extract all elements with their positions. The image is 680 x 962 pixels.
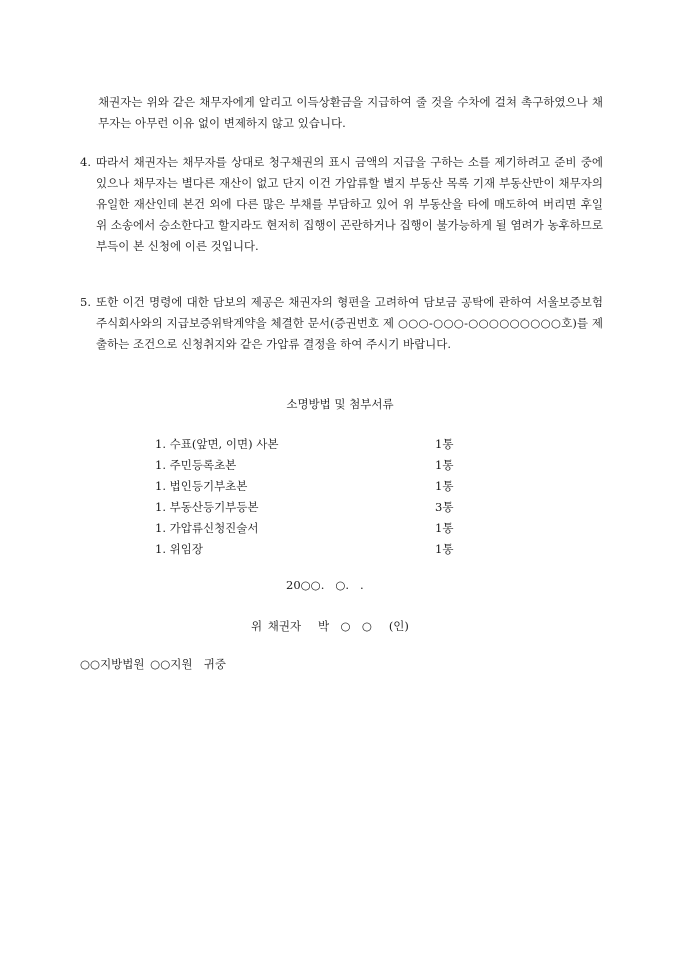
attachment-row [155,518,465,539]
attachment-row [155,497,465,518]
paragraph-4-text: 따라서 채권자는 채무자를 상대로 청구채권의 표시 금액의 지급을 구하는 소를 제기하려고 준비 중에 있으나 채무자는 별다른 재산이 없고 단지 이건 가압류할 별지 부동산 목록 기재 부동산만이 채무자의 유일한 재산인데 본건 외에 다른 많은 부채를 부담하고 있어 위 부동산을 타에 매도하여 버리면 후일 위 소송에서 승소한다고 할지라도 현저히 집행이 곤란하거나 집행이 불가능하게 될 염려가 농후하므로 부득이 본 신청에 이른 것입니다. [96,155,603,253]
attachment-label: 1. 부동산등기부등본 [155,500,259,514]
attachments-heading: 소명방법 및 첨부서류 [286,397,394,411]
attachment-row [155,455,465,476]
attachment-count: 3통 [435,500,454,514]
filing-date: 20○○. ○. . [286,578,364,592]
creditor-signature-line: 위 채권자 박 ○ ○ (인) [251,619,409,633]
paragraph-5-number: 5. [80,295,91,309]
paragraph-4-number: 4. [80,155,91,169]
attachment-count: 1통 [435,458,454,472]
attachment-label: 1. 가압류신청진술서 [155,521,259,535]
attachments-list [155,434,465,560]
attachment-label: 1. 주민등록초본 [155,458,237,472]
attachment-row [155,434,465,455]
court-addressee: ○○지방법원 ○○지원 귀중 [80,657,226,671]
attachment-label: 1. 수표(앞면, 이면) 사본 [155,437,279,451]
attachment-label: 1. 법인등기부초본 [155,479,248,493]
paragraph-5-text: 또한 이건 명령에 대한 담보의 제공은 채권자의 형편을 고려하여 담보금 공탁에 관하여 서울보증보험주식회사와의 지급보증위탁계약을 체결한 문서(증권번호 제 ○○○-○○○-○○○○○○○○○호)를 제출하는 조건으로 신청취지와 같은 가압류 결정을 하여 주시기 바랍니다. [96,295,603,351]
attachment-row [155,476,465,497]
attachment-count: 1통 [435,479,454,493]
paragraph-4 [80,152,603,257]
paragraph-5 [80,292,603,355]
attachment-count: 1통 [435,542,454,556]
paragraph-continuation: 채권자는 위와 같은 채무자에게 알리고 이득상환금을 지급하여 줄 것을 수차에 걸쳐 촉구하였으나 채무자는 아무런 이유 없이 변제하지 않고 있습니다. [98,95,603,130]
attachment-row [155,539,465,560]
attachment-label: 1. 위임장 [155,542,203,556]
attachment-count: 1통 [435,437,454,451]
attachment-count: 1통 [435,521,454,535]
